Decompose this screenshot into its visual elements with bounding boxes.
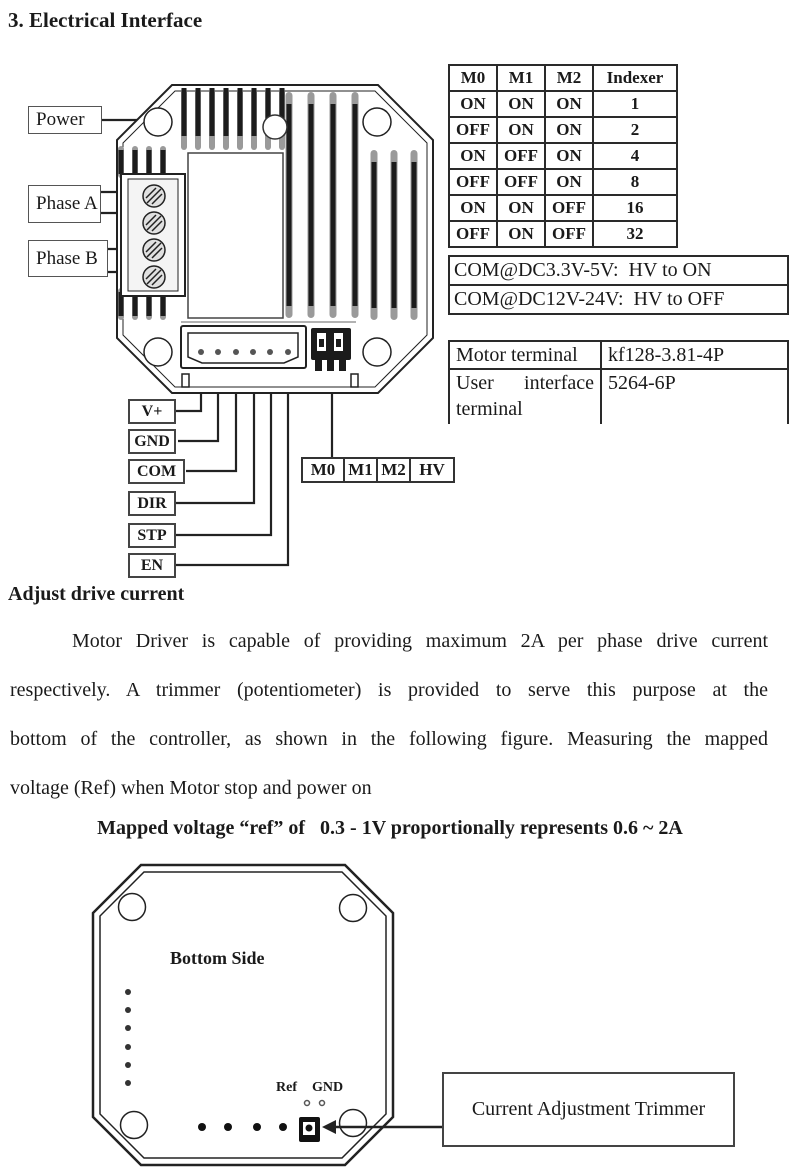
indexer-cell: ON <box>545 91 593 117</box>
mode-pin-m1: M1 <box>343 457 378 483</box>
indexer-cell: OFF <box>545 195 593 221</box>
indexer-cell: ON <box>545 143 593 169</box>
indexer-cell: OFF <box>449 169 497 195</box>
indexer-cell: ON <box>497 117 545 143</box>
indexer-cell: ON <box>449 195 497 221</box>
pin-label-com: COM <box>128 459 185 484</box>
terminal-spec-label: Motor terminal <box>449 341 601 369</box>
indexer-cell: ON <box>497 91 545 117</box>
mode-pins-connector <box>311 328 351 371</box>
indexer-cell: ON <box>545 169 593 195</box>
indexer-cell: 8 <box>593 169 677 195</box>
ref-label: Ref <box>276 1080 297 1095</box>
indexer-cell: ON <box>449 91 497 117</box>
mode-pin-m2: M2 <box>376 457 411 483</box>
indexer-cell: ON <box>449 143 497 169</box>
body-text-line: voltage (Ref) when Motor stop and power on <box>10 777 372 799</box>
terminal-spec-value: kf128-3.81-4P <box>601 341 788 369</box>
gnd-label: GND <box>312 1080 344 1095</box>
indexer-cell: 16 <box>593 195 677 221</box>
indexer-cell: 2 <box>593 117 677 143</box>
body-text-line: bottom of the controller, as shown in the following figure. Measuring the mapped <box>10 728 768 750</box>
bottom-side-label: Bottom Side <box>170 948 265 968</box>
pin-label-vplus: V+ <box>128 399 176 424</box>
indexer-header: Indexer <box>593 65 677 91</box>
motor-terminal-block <box>121 174 185 296</box>
indexer-header: M0 <box>449 65 497 91</box>
pin-label-dir: DIR <box>128 491 176 516</box>
terminal-spec-label: User interface terminal <box>449 369 601 424</box>
indexer-cell: OFF <box>545 221 593 247</box>
power-label-box: Power <box>28 106 102 134</box>
pcb-area <box>188 153 283 318</box>
mapped-voltage-note: Mapped voltage “ref” of 0.3 - 1V proportionally represents 0.6 ~ 2A <box>97 817 683 839</box>
indexer-header: M2 <box>545 65 593 91</box>
terminal-spec-value: 5264-6P <box>601 369 788 424</box>
indexer-cell: ON <box>497 195 545 221</box>
heatsink-hole <box>263 115 287 139</box>
indexer-cell: 1 <box>593 91 677 117</box>
mode-pin-m0: M0 <box>301 457 345 483</box>
indexer-cell: OFF <box>449 117 497 143</box>
section-heading: Adjust drive current <box>8 583 185 605</box>
phase-a-label-box: Phase A <box>28 185 101 223</box>
indexer-cell: ON <box>545 117 593 143</box>
pin-label-gnd: GND <box>128 429 176 454</box>
current-adjustment-trimmer-callout: Current Adjustment Trimmer <box>442 1072 735 1147</box>
indexer-header: M1 <box>497 65 545 91</box>
indexer-cell: OFF <box>497 169 545 195</box>
current-trimmer <box>299 1117 320 1142</box>
mode-pin-hv: HV <box>409 457 455 483</box>
indexer-cell: ON <box>497 221 545 247</box>
body-text-line: Motor Driver is capable of providing maximum 2A per phase drive current <box>72 630 768 652</box>
body-text-line: respectively. A trimmer (potentiometer) is provided to serve this purpose at the <box>10 679 768 701</box>
indexer-cell: OFF <box>497 143 545 169</box>
pin-label-en: EN <box>128 553 176 578</box>
indexer-cell: 4 <box>593 143 677 169</box>
com-voltage-row: COM@DC3.3V-5V: HV to ON <box>454 259 712 281</box>
page-title: 3. Electrical Interface <box>8 8 203 32</box>
indexer-cell: OFF <box>449 221 497 247</box>
com-voltage-row: COM@DC12V-24V: HV to OFF <box>450 284 787 313</box>
mode-pin-row <box>301 457 455 483</box>
pin-label-stp: STP <box>128 523 176 548</box>
indexer-cell: 32 <box>593 221 677 247</box>
phase-b-label-box: Phase B <box>28 240 108 277</box>
